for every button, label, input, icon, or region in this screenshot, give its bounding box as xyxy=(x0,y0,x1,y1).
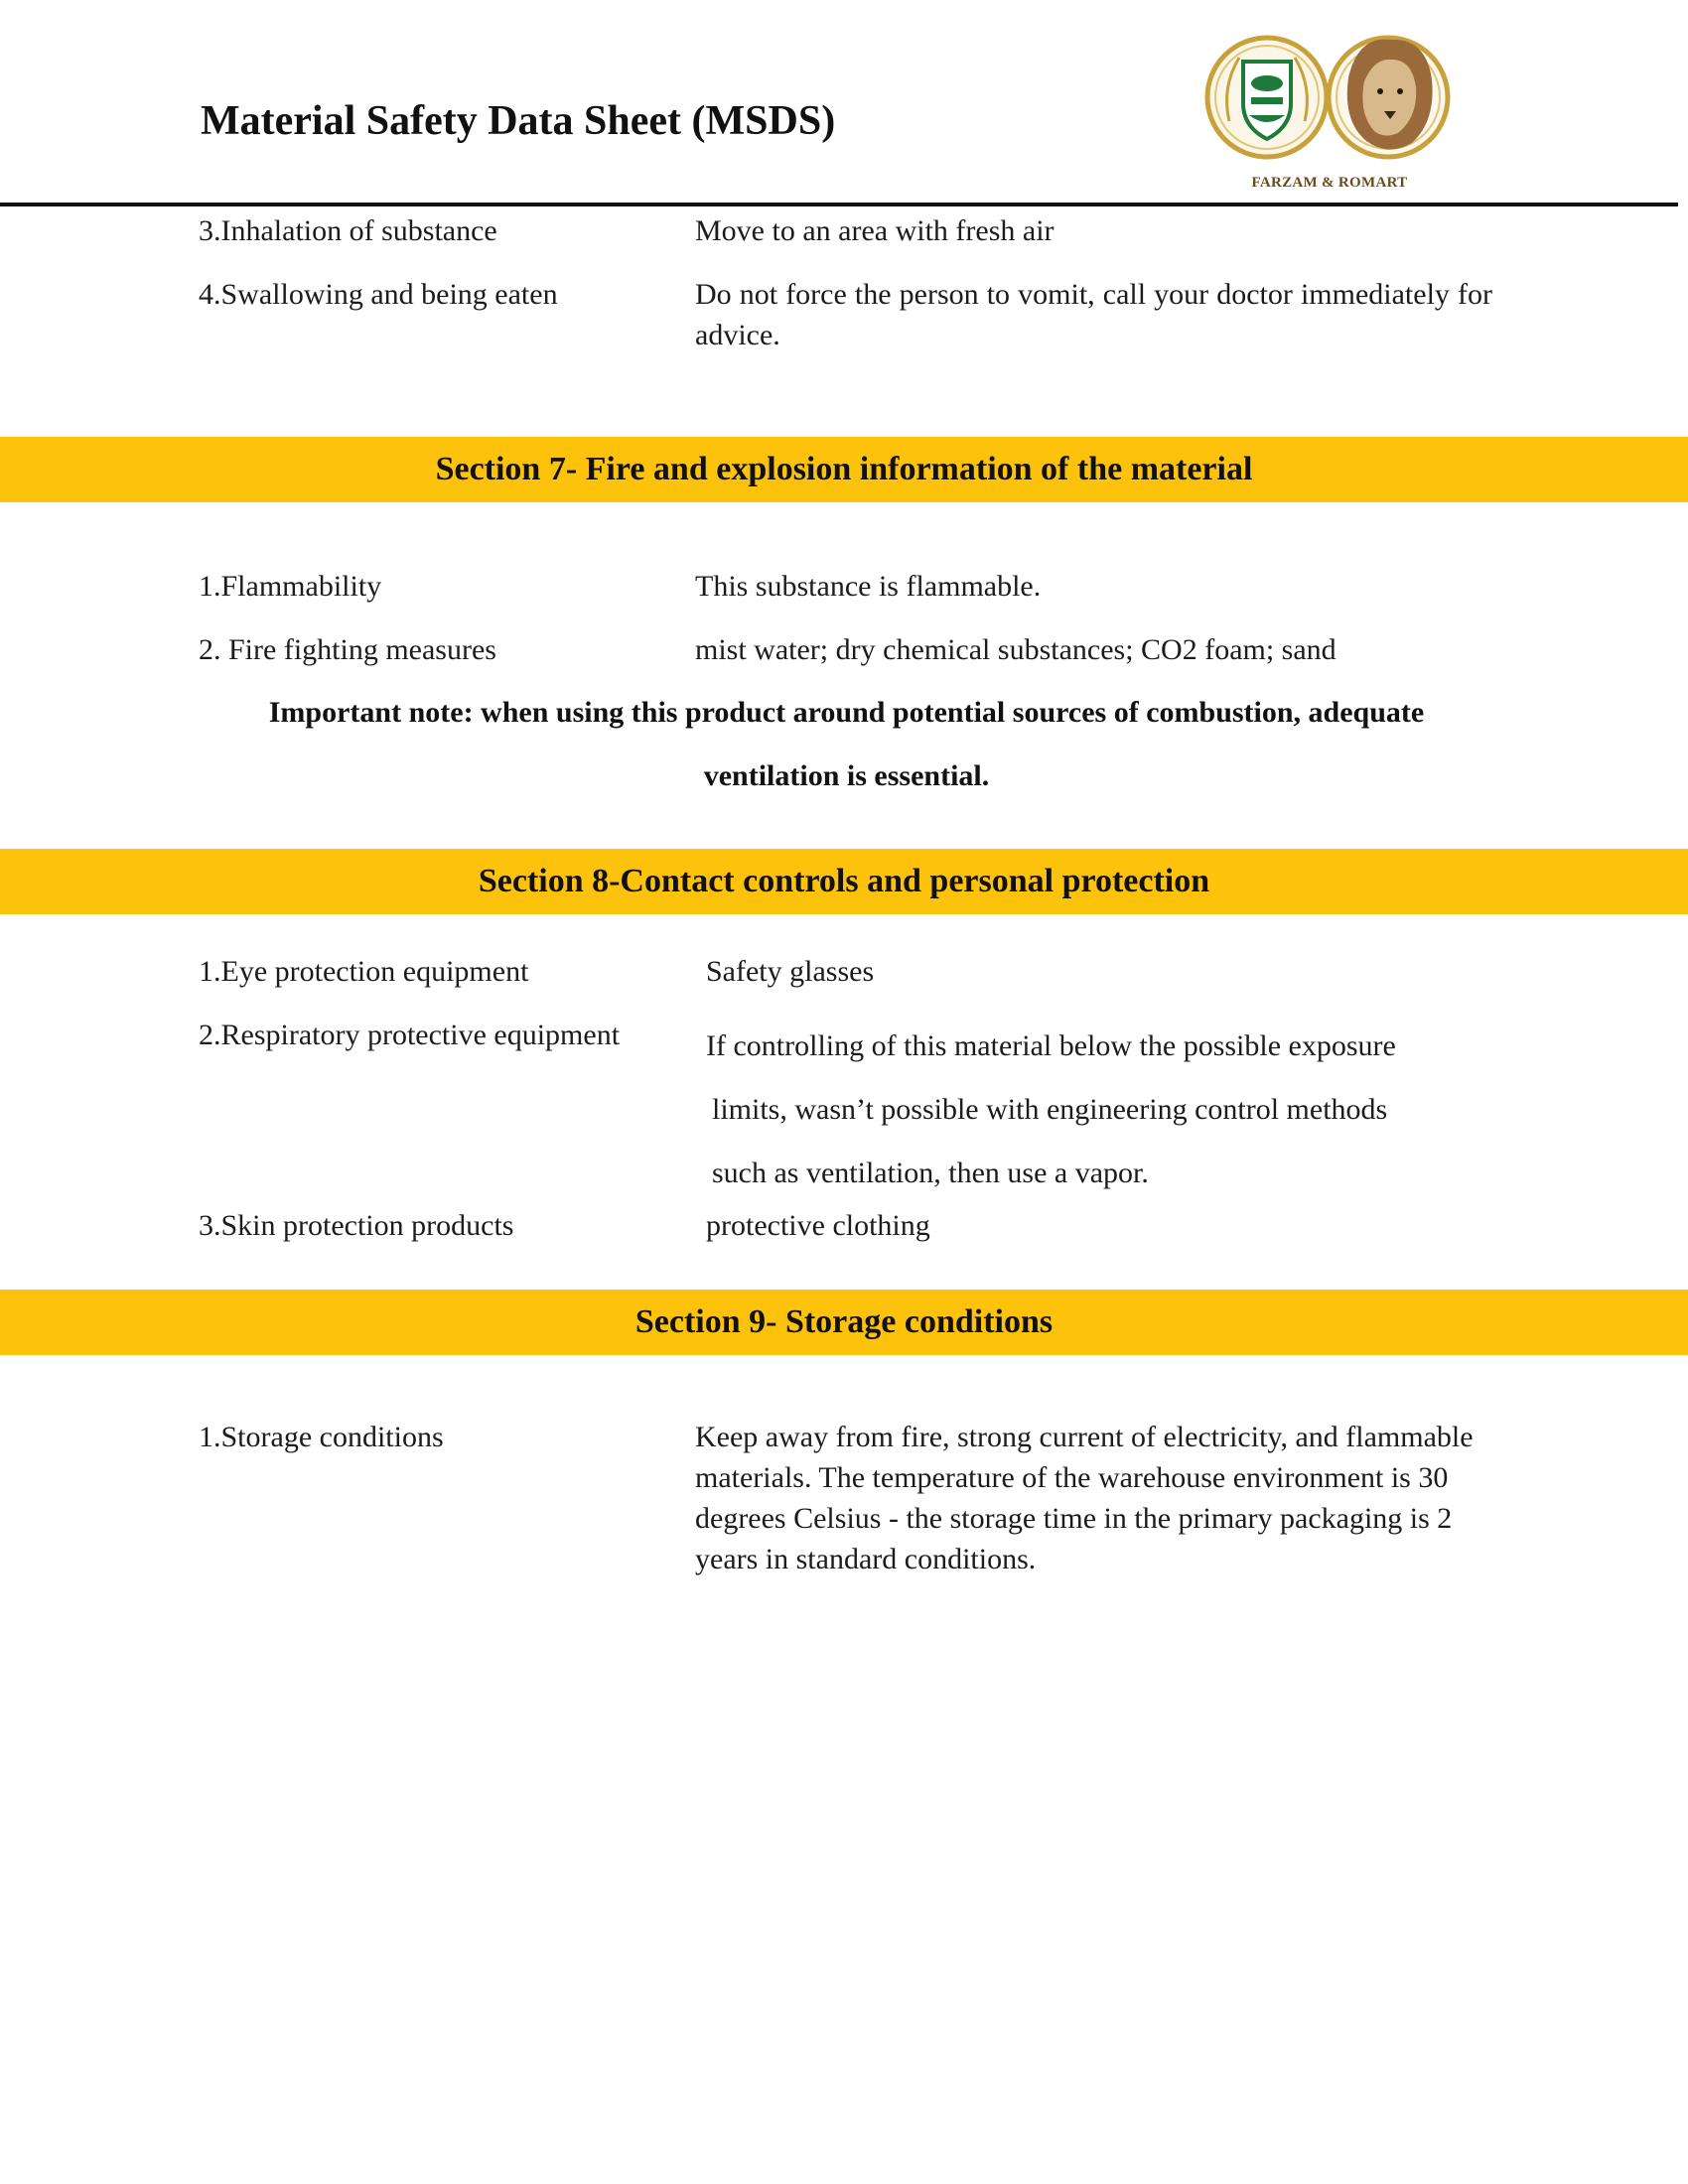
item-label: 1.Storage conditions xyxy=(199,1421,444,1453)
important-note xyxy=(199,681,1494,808)
value-line: If controlling of this material below the possible exposure xyxy=(706,1029,1396,1062)
value-line: such as ventilation, then use a vapor. xyxy=(712,1157,1149,1189)
item-value: protective clothing xyxy=(706,1209,930,1242)
item-value: Move to an area with fresh air xyxy=(695,214,1055,247)
header-divider xyxy=(0,203,1678,206)
section-title: Section 9- Storage conditions xyxy=(634,1303,1054,1340)
item-label: 1.Flammability xyxy=(199,570,382,603)
value-line: limits, wasn’t possible with engineering control methods xyxy=(712,1093,1388,1126)
item-label: 2.Respiratory protective equipment xyxy=(199,1019,621,1051)
item-label: 4.Swallowing and being eaten xyxy=(199,278,558,311)
section-8-header xyxy=(0,849,1688,914)
note-line: ventilation is essential. xyxy=(703,759,990,792)
item-label: 3.Skin protection products xyxy=(199,1209,514,1242)
section-9-header xyxy=(0,1290,1688,1355)
item-label: 1.Eye protection equipment xyxy=(199,955,529,988)
item-value-multiline xyxy=(706,1015,1508,1205)
item-value: Keep away from fire, strong current of electricity, and flammable materials. The temperature of the warehouse environment is 30 degrees Celsius - the storage time in the primary packaging is 2 years in standard conditions. xyxy=(695,1421,1474,1575)
page-title: Material Safety Data Sheet (MSDS) xyxy=(201,98,836,144)
item-value: This substance is flammable. xyxy=(695,570,1042,603)
item-value: Do not force the person to vomit, call your doctor immediately for advice. xyxy=(695,278,1492,351)
item-label: 3.Inhalation of substance xyxy=(199,214,497,247)
logo-caption: FARZAM & ROMART xyxy=(1251,175,1408,191)
farzam-romart-logo-icon xyxy=(1199,18,1460,193)
note-line: Important note: when using this product around potential sources of combustion, adequate xyxy=(268,696,1425,729)
company-logo xyxy=(1199,18,1460,193)
item-value: Safety glasses xyxy=(706,955,875,988)
item-label: 2. Fire fighting measures xyxy=(199,633,496,666)
section-title: Section 7- Fire and explosion information of the material xyxy=(435,451,1253,487)
section-7-header xyxy=(0,437,1688,502)
item-value: mist water; dry chemical substances; CO2 foam; sand xyxy=(695,633,1336,666)
section-title: Section 8-Contact controls and personal protection xyxy=(478,863,1210,899)
